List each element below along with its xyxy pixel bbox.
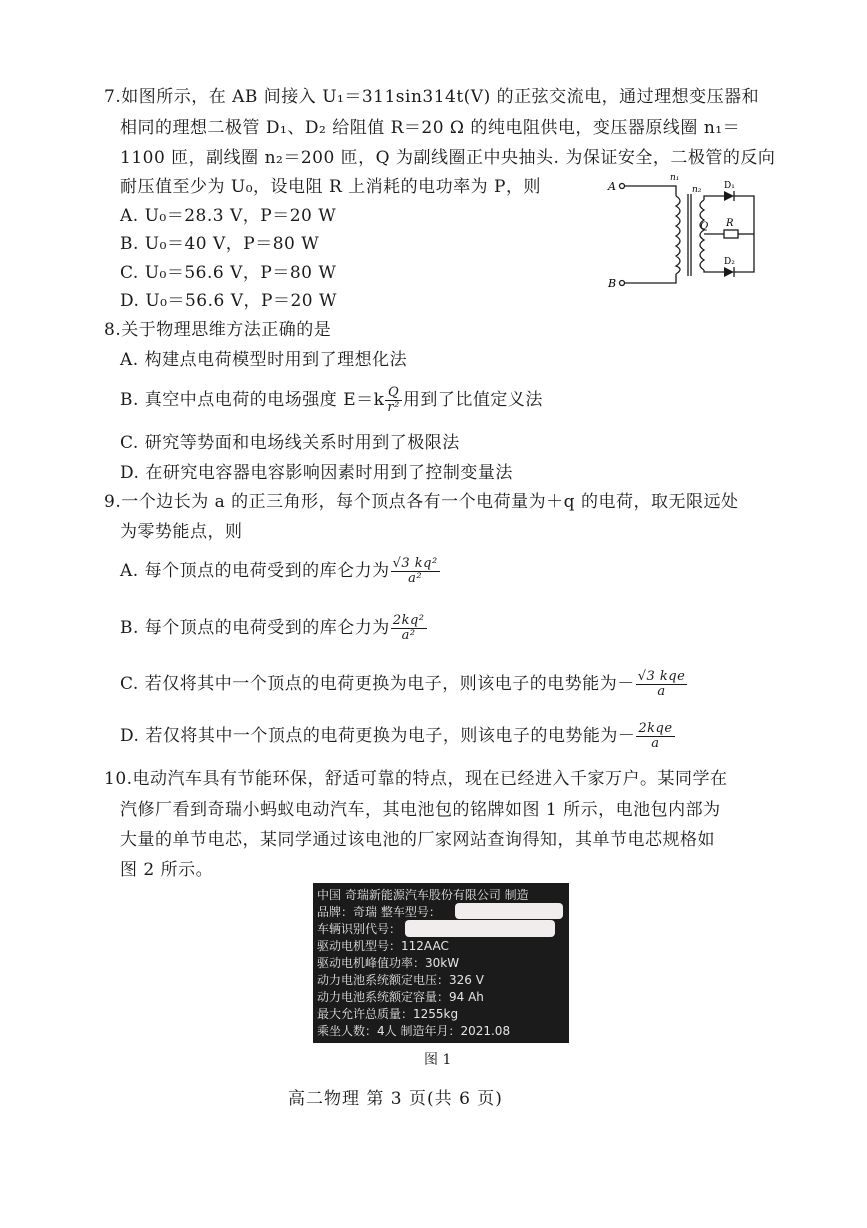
q9-option-d-text: D. 若仅将其中一个顶点的电荷更换为电子，则该电子的电势能为－: [120, 726, 636, 746]
q9-option-d-fraction: [636, 722, 674, 751]
q7-option-a: A. U₀＝28.3 V，P＝20 W: [120, 206, 337, 226]
nameplate-line-max-mass: 最大允许总质量：1255kg: [317, 1007, 459, 1021]
diode-d1-symbol: [724, 191, 734, 201]
figure-1-caption: 图 1: [424, 1052, 452, 1068]
terminal-a-label: A: [608, 180, 616, 193]
q9-stem-line-2: 为零势能点，则: [120, 522, 243, 542]
q8-field-fraction: [385, 386, 401, 415]
q7-stem-line-3: 1100 匝，副线圈 n₂＝200 匝，Q 为副线圈正中央抽头. 为保证安全，二极管的反向: [120, 148, 776, 168]
q9-option-a-text: A. 每个顶点的电荷受到的库仑力为: [120, 561, 390, 581]
nameplate-line-battery-capacity: 动力电池系统额定容量：94 Ah: [317, 990, 484, 1004]
nameplate-line-vin: 车辆识别代号：: [317, 922, 402, 936]
q7-stem-line-2: 相同的理想二极管 D₁、D₂ 给阻值 R＝20 Ω 的纯电阻供电，变压器原线圈 n₁＝: [120, 118, 741, 138]
redaction-mark-model: [455, 903, 563, 919]
resistor-r-label: R: [726, 218, 734, 229]
q10-stem-line-1: 10.电动汽车具有节能环保，舒适可靠的特点，现在已经进入千家万户。某同学在: [104, 769, 728, 789]
q9-option-c-text: C. 若仅将其中一个顶点的电荷更换为电子，则该电子的电势能为－: [120, 674, 635, 694]
n2-label: n₂: [692, 185, 702, 195]
nameplate-line-seats-date: 乘坐人数：4人 制造年月：2021.08: [317, 1024, 511, 1038]
n1-label: n₁: [670, 173, 680, 183]
transformer-circuit-diagram: [606, 168, 766, 294]
fraction-denominator: a²: [401, 628, 416, 643]
q9-option-d: [120, 722, 676, 751]
fraction-numerator: Q: [385, 386, 401, 401]
page-footer: 高二物理 第 3 页(共 6 页): [288, 1089, 503, 1109]
diode-d2-symbol: [724, 267, 734, 277]
fraction-denominator: a²: [408, 571, 423, 586]
redaction-mark-vin: [405, 920, 555, 937]
nameplate-line-motor-model: 驱动电机型号：112AAC: [317, 939, 449, 953]
q7-stem-line-4: 耐压值至少为 U₀，设电阻 R 上消耗的电功率为 P，则: [120, 177, 541, 197]
q8-option-a: A. 构建点电荷模型时用到了理想化法: [120, 350, 408, 370]
q8-stem: 8.关于物理思维方法正确的是: [104, 320, 332, 340]
q8-option-c: C. 研究等势面和电场线关系时用到了极限法: [120, 433, 460, 453]
q9-option-b-fraction: [391, 614, 427, 643]
q9-stem-line-1: 9.一个边长为 a 的正三角形，每个顶点各有一个电荷量为＋q 的电荷，取无限远处: [104, 492, 739, 512]
nameplate-line-battery-voltage: 动力电池系统额定电压：326 V: [317, 973, 484, 987]
q8-option-b-suffix: 用到了比值定义法: [402, 390, 543, 410]
q9-option-b-text: B. 每个顶点的电荷受到的库仑力为: [120, 618, 390, 638]
terminal-b-label: B: [608, 277, 617, 290]
q9-option-a-fraction: [391, 557, 440, 586]
fraction-numerator: √3 kqe: [637, 669, 686, 684]
q7-stem-line-1: 7.如图所示，在 AB 间接入 U₁＝311sin314t(V) 的正弦交流电，通过理想变压器和: [104, 87, 760, 107]
fraction-denominator: a: [657, 684, 666, 699]
diode-d2-label: D₂: [724, 257, 735, 267]
q9-option-c: [120, 670, 688, 699]
q9-option-b: [120, 614, 428, 643]
q7-option-b: B. U₀＝40 V，P＝80 W: [120, 234, 320, 254]
q10-stem-line-4: 图 2 所示。: [120, 860, 214, 880]
q10-stem-line-2: 汽修厂看到奇瑞小蚂蚁电动汽车，其电池包的铭牌如图 1 所示，电池包内部为: [120, 800, 721, 820]
q7-option-c: C. U₀＝56.6 V，P＝80 W: [120, 263, 337, 283]
fraction-numerator: √3 kq²: [392, 556, 438, 571]
q8-option-b-prefix: B. 真空中点电荷的电场强度 E＝k: [120, 390, 385, 410]
fraction-denominator: r²: [387, 400, 400, 415]
nameplate-line-motor-power: 驱动电机峰值功率：30kW: [317, 956, 460, 970]
q9-option-a: [120, 557, 441, 586]
q7-option-d: D. U₀＝56.6 V，P＝20 W: [120, 291, 337, 311]
q8-option-d: D. 在研究电容器电容影响因素时用到了控制变量法: [120, 463, 513, 483]
fraction-numerator: 2kq²: [392, 613, 425, 628]
q8-option-b: [120, 386, 543, 415]
fraction-numerator: 2kqe: [638, 721, 673, 736]
q9-option-c-fraction: [636, 670, 688, 699]
fraction-denominator: a: [651, 736, 660, 751]
nameplate-line-brand: 品牌：奇瑞 整车型号：: [317, 905, 441, 919]
diode-d1-label: D₁: [724, 181, 735, 191]
tap-q-label: Q: [700, 221, 709, 232]
q10-stem-line-3: 大量的单节电芯，某同学通过该电池的厂家网站查询得知，其单节电芯规格如: [120, 830, 715, 850]
nameplate-line-manufacturer: 中国 奇瑞新能源汽车股份有限公司 制造: [317, 888, 529, 902]
battery-nameplate-photo: [313, 883, 569, 1043]
